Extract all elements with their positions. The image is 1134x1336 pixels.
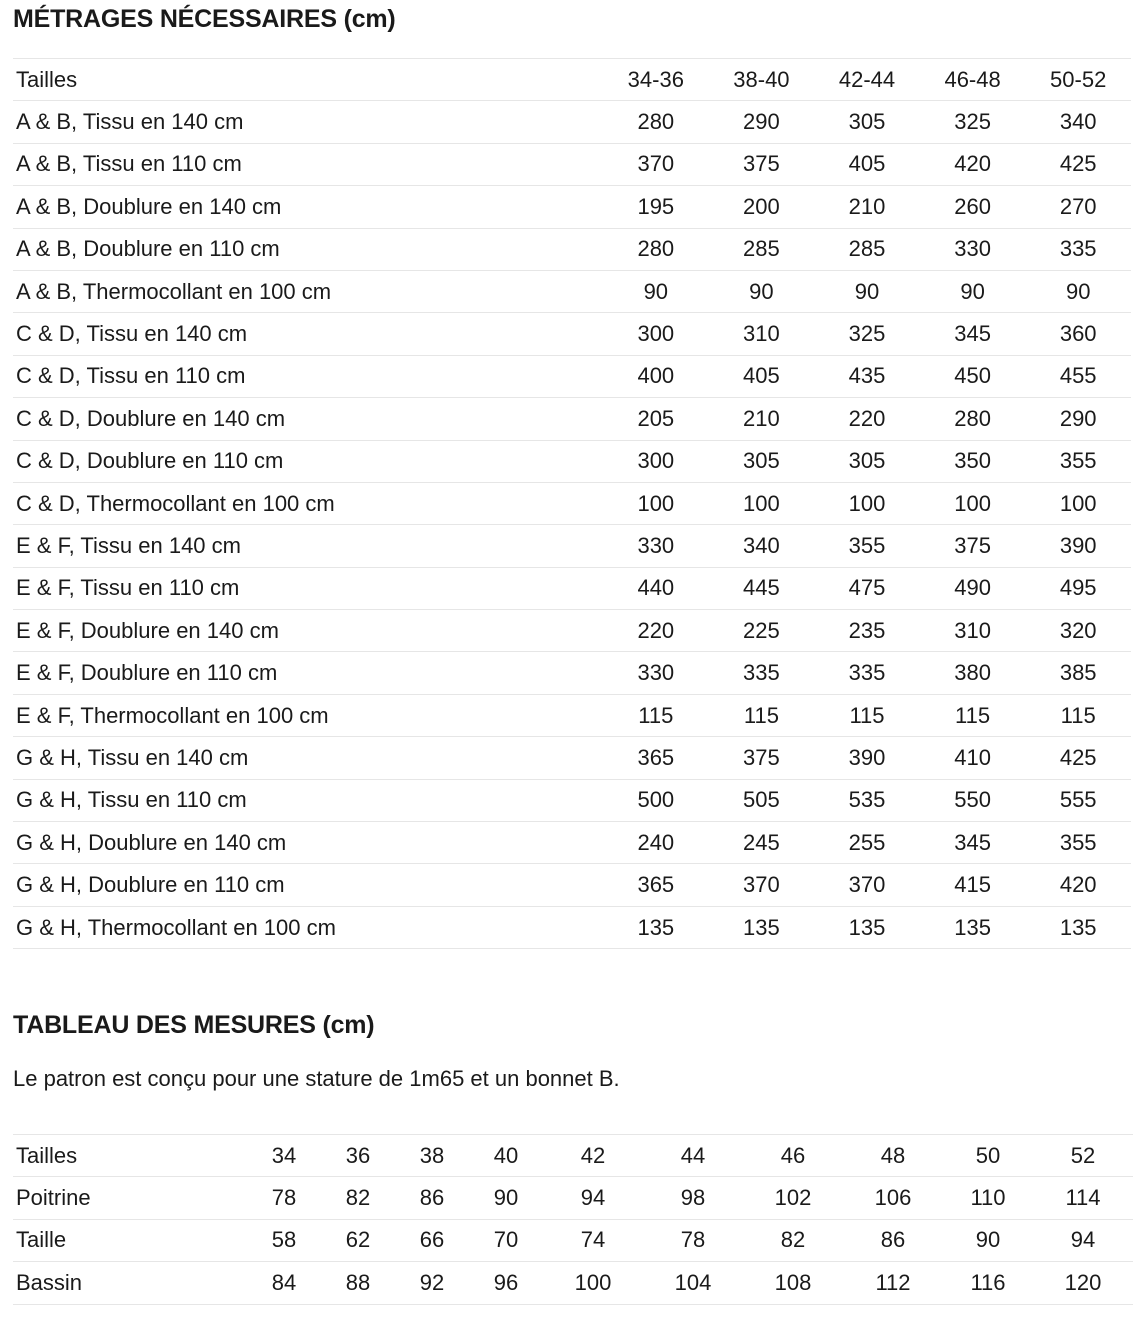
cell-value: 335 xyxy=(709,652,815,694)
cell-value: 98 xyxy=(643,1177,743,1219)
cell-value: 100 xyxy=(1025,482,1131,524)
table-row xyxy=(13,906,1131,948)
cell-value: 285 xyxy=(814,228,920,270)
row-label: G & H, Doublure en 110 cm xyxy=(13,864,603,906)
cell-value: 114 xyxy=(1033,1177,1133,1219)
cell-value: 195 xyxy=(603,186,709,228)
cell-value: 410 xyxy=(920,737,1026,779)
cell-value: 400 xyxy=(603,355,709,397)
cell-value: 90 xyxy=(1025,270,1131,312)
cell-value: 86 xyxy=(395,1177,469,1219)
cell-value: 108 xyxy=(743,1262,843,1304)
cell-value: 325 xyxy=(920,101,1026,143)
cell-value: 100 xyxy=(709,482,815,524)
cell-value: 82 xyxy=(743,1219,843,1261)
cell-value: 120 xyxy=(1033,1262,1133,1304)
cell-value: 375 xyxy=(920,525,1026,567)
cell-value: 210 xyxy=(814,186,920,228)
cell-value: 270 xyxy=(1025,186,1131,228)
cell-value: 92 xyxy=(395,1262,469,1304)
measurements-table xyxy=(13,1134,1133,1305)
cell-value: 330 xyxy=(920,228,1026,270)
cell-value: 90 xyxy=(709,270,815,312)
cell-value: 415 xyxy=(920,864,1026,906)
cell-value: 280 xyxy=(920,398,1026,440)
row-label: C & D, Doublure en 110 cm xyxy=(13,440,603,482)
cell-value: 280 xyxy=(603,101,709,143)
cell-value: 435 xyxy=(814,355,920,397)
cell-value: 330 xyxy=(603,525,709,567)
row-label: A & B, Tissu en 110 cm xyxy=(13,143,603,185)
size-header: 42-44 xyxy=(814,59,920,101)
size-header: 38 xyxy=(395,1135,469,1177)
cell-value: 305 xyxy=(814,440,920,482)
cell-value: 88 xyxy=(321,1262,395,1304)
cell-value: 115 xyxy=(1025,694,1131,736)
cell-value: 310 xyxy=(709,313,815,355)
table-row xyxy=(13,1177,1133,1219)
cell-value: 135 xyxy=(603,906,709,948)
cell-value: 420 xyxy=(1025,864,1131,906)
cell-value: 106 xyxy=(843,1177,943,1219)
cell-value: 112 xyxy=(843,1262,943,1304)
cell-value: 86 xyxy=(843,1219,943,1261)
cell-value: 100 xyxy=(543,1262,643,1304)
cell-value: 385 xyxy=(1025,652,1131,694)
row-label: Poitrine xyxy=(13,1177,247,1219)
table-row xyxy=(13,313,1131,355)
cell-value: 360 xyxy=(1025,313,1131,355)
cell-value: 94 xyxy=(1033,1219,1133,1261)
cell-value: 78 xyxy=(643,1219,743,1261)
cell-value: 102 xyxy=(743,1177,843,1219)
cell-value: 535 xyxy=(814,779,920,821)
cell-value: 135 xyxy=(1025,906,1131,948)
cell-value: 335 xyxy=(814,652,920,694)
cell-value: 305 xyxy=(709,440,815,482)
cell-value: 340 xyxy=(1025,101,1131,143)
cell-value: 74 xyxy=(543,1219,643,1261)
table-row xyxy=(13,440,1131,482)
size-header: 50-52 xyxy=(1025,59,1131,101)
table-row xyxy=(13,270,1131,312)
row-label: A & B, Doublure en 110 cm xyxy=(13,228,603,270)
cell-value: 260 xyxy=(920,186,1026,228)
cell-value: 115 xyxy=(709,694,815,736)
cell-value: 135 xyxy=(709,906,815,948)
cell-value: 500 xyxy=(603,779,709,821)
cell-value: 70 xyxy=(469,1219,543,1261)
table-row xyxy=(13,398,1131,440)
size-header: 50 xyxy=(943,1135,1033,1177)
size-header: 42 xyxy=(543,1135,643,1177)
table-row xyxy=(13,779,1131,821)
row-label: E & F, Thermocollant en 100 cm xyxy=(13,694,603,736)
yardage-header-label: Tailles xyxy=(13,59,603,101)
cell-value: 310 xyxy=(920,610,1026,652)
cell-value: 390 xyxy=(814,737,920,779)
cell-value: 455 xyxy=(1025,355,1131,397)
cell-value: 82 xyxy=(321,1177,395,1219)
cell-value: 84 xyxy=(247,1262,321,1304)
cell-value: 355 xyxy=(1025,822,1131,864)
cell-value: 110 xyxy=(943,1177,1033,1219)
cell-value: 225 xyxy=(709,610,815,652)
cell-value: 425 xyxy=(1025,143,1131,185)
row-label: A & B, Doublure en 140 cm xyxy=(13,186,603,228)
cell-value: 405 xyxy=(709,355,815,397)
table-row xyxy=(13,652,1131,694)
cell-value: 100 xyxy=(814,482,920,524)
cell-value: 115 xyxy=(603,694,709,736)
row-label: Taille xyxy=(13,1219,247,1261)
cell-value: 365 xyxy=(603,737,709,779)
cell-value: 104 xyxy=(643,1262,743,1304)
cell-value: 390 xyxy=(1025,525,1131,567)
cell-value: 58 xyxy=(247,1219,321,1261)
cell-value: 320 xyxy=(1025,610,1131,652)
cell-value: 135 xyxy=(920,906,1026,948)
table-row xyxy=(13,864,1131,906)
table-row xyxy=(13,143,1131,185)
size-header: 48 xyxy=(843,1135,943,1177)
row-label: G & H, Doublure en 140 cm xyxy=(13,822,603,864)
cell-value: 370 xyxy=(709,864,815,906)
cell-value: 450 xyxy=(920,355,1026,397)
row-label: Bassin xyxy=(13,1262,247,1304)
cell-value: 90 xyxy=(469,1177,543,1219)
table-row xyxy=(13,186,1131,228)
table-row xyxy=(13,482,1131,524)
cell-value: 62 xyxy=(321,1219,395,1261)
row-label: E & F, Doublure en 110 cm xyxy=(13,652,603,694)
cell-value: 100 xyxy=(603,482,709,524)
cell-value: 345 xyxy=(920,313,1026,355)
cell-value: 355 xyxy=(814,525,920,567)
size-header: 34 xyxy=(247,1135,321,1177)
cell-value: 475 xyxy=(814,567,920,609)
size-header: 44 xyxy=(643,1135,743,1177)
row-label: E & F, Tissu en 140 cm xyxy=(13,525,603,567)
measurements-title: TABLEAU DES MESURES (cm) xyxy=(13,1011,375,1039)
table-row xyxy=(13,1262,1133,1304)
cell-value: 66 xyxy=(395,1219,469,1261)
cell-value: 330 xyxy=(603,652,709,694)
cell-value: 100 xyxy=(920,482,1026,524)
size-header: 46 xyxy=(743,1135,843,1177)
cell-value: 345 xyxy=(920,822,1026,864)
cell-value: 280 xyxy=(603,228,709,270)
cell-value: 78 xyxy=(247,1177,321,1219)
cell-value: 94 xyxy=(543,1177,643,1219)
cell-value: 285 xyxy=(709,228,815,270)
yardage-table xyxy=(13,58,1131,949)
cell-value: 440 xyxy=(603,567,709,609)
row-label: A & B, Tissu en 140 cm xyxy=(13,101,603,143)
row-label: G & H, Thermocollant en 100 cm xyxy=(13,906,603,948)
cell-value: 325 xyxy=(814,313,920,355)
cell-value: 375 xyxy=(709,737,815,779)
table-row xyxy=(13,1219,1133,1261)
cell-value: 405 xyxy=(814,143,920,185)
cell-value: 420 xyxy=(920,143,1026,185)
row-label: C & D, Tissu en 110 cm xyxy=(13,355,603,397)
table-row xyxy=(13,228,1131,270)
row-label: C & D, Tissu en 140 cm xyxy=(13,313,603,355)
cell-value: 135 xyxy=(814,906,920,948)
cell-value: 200 xyxy=(709,186,815,228)
table-row xyxy=(13,610,1131,652)
cell-value: 370 xyxy=(603,143,709,185)
table-row xyxy=(13,694,1131,736)
cell-value: 290 xyxy=(1025,398,1131,440)
size-header: 38-40 xyxy=(709,59,815,101)
cell-value: 90 xyxy=(814,270,920,312)
cell-value: 350 xyxy=(920,440,1026,482)
cell-value: 490 xyxy=(920,567,1026,609)
cell-value: 335 xyxy=(1025,228,1131,270)
cell-value: 375 xyxy=(709,143,815,185)
cell-value: 495 xyxy=(1025,567,1131,609)
size-header: 52 xyxy=(1033,1135,1133,1177)
table-row xyxy=(13,525,1131,567)
cell-value: 96 xyxy=(469,1262,543,1304)
cell-value: 550 xyxy=(920,779,1026,821)
cell-value: 365 xyxy=(603,864,709,906)
cell-value: 300 xyxy=(603,440,709,482)
row-label: C & D, Thermocollant en 100 cm xyxy=(13,482,603,524)
size-header: 36 xyxy=(321,1135,395,1177)
table-row xyxy=(13,822,1131,864)
row-label: C & D, Doublure en 140 cm xyxy=(13,398,603,440)
table-row xyxy=(13,101,1131,143)
row-label: G & H, Tissu en 110 cm xyxy=(13,779,603,821)
cell-value: 240 xyxy=(603,822,709,864)
measurements-intro: Le patron est conçu pour une stature de 1m65 et un bonnet B. xyxy=(13,1066,620,1091)
cell-value: 245 xyxy=(709,822,815,864)
cell-value: 205 xyxy=(603,398,709,440)
size-header: 46-48 xyxy=(920,59,1026,101)
cell-value: 235 xyxy=(814,610,920,652)
cell-value: 305 xyxy=(814,101,920,143)
cell-value: 220 xyxy=(603,610,709,652)
cell-value: 300 xyxy=(603,313,709,355)
yardage-title: MÉTRAGES NÉCESSAIRES (cm) xyxy=(13,5,396,33)
cell-value: 115 xyxy=(920,694,1026,736)
cell-value: 115 xyxy=(814,694,920,736)
measurements-header-row xyxy=(13,1135,1133,1177)
cell-value: 340 xyxy=(709,525,815,567)
row-label: E & F, Tissu en 110 cm xyxy=(13,567,603,609)
cell-value: 116 xyxy=(943,1262,1033,1304)
cell-value: 380 xyxy=(920,652,1026,694)
cell-value: 355 xyxy=(1025,440,1131,482)
size-header: 40 xyxy=(469,1135,543,1177)
cell-value: 445 xyxy=(709,567,815,609)
cell-value: 255 xyxy=(814,822,920,864)
cell-value: 425 xyxy=(1025,737,1131,779)
table-row xyxy=(13,567,1131,609)
row-label: G & H, Tissu en 140 cm xyxy=(13,737,603,779)
measurements-header-label: Tailles xyxy=(13,1135,247,1177)
cell-value: 90 xyxy=(920,270,1026,312)
cell-value: 505 xyxy=(709,779,815,821)
cell-value: 210 xyxy=(709,398,815,440)
cell-value: 220 xyxy=(814,398,920,440)
row-label: A & B, Thermocollant en 100 cm xyxy=(13,270,603,312)
row-label: E & F, Doublure en 140 cm xyxy=(13,610,603,652)
cell-value: 290 xyxy=(709,101,815,143)
yardage-header-row xyxy=(13,59,1131,101)
cell-value: 370 xyxy=(814,864,920,906)
cell-value: 555 xyxy=(1025,779,1131,821)
cell-value: 90 xyxy=(943,1219,1033,1261)
cell-value: 90 xyxy=(603,270,709,312)
table-row xyxy=(13,355,1131,397)
table-row xyxy=(13,737,1131,779)
size-header: 34-36 xyxy=(603,59,709,101)
